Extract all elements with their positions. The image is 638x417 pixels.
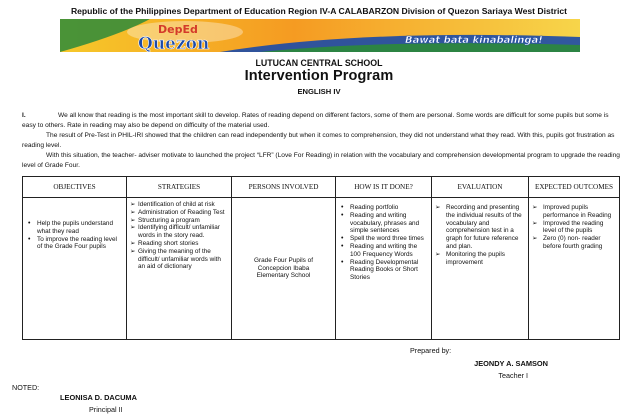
- paragraph-3: [22, 151, 620, 171]
- list-item: • Reading portfolio: [339, 204, 428, 212]
- how-is-it-done-cell: [336, 198, 432, 340]
- list-item: ➢ Identifying difficult/ unfamiliar words in the story read.: [130, 224, 228, 240]
- list-item: ➢ Administration of Reading Test: [130, 209, 228, 217]
- strategies-cell: [127, 198, 232, 340]
- paragraph-1: [22, 111, 620, 131]
- list-item: ➢ Zero (0) non- reader before fourth grading: [532, 235, 616, 251]
- banner-slogan: Bawat bata kinabalinga!: [405, 35, 543, 46]
- list-item: ➢ Recording and presenting the individual results of the vocabulary and comprehension test in a graph for future reference and plan.: [435, 204, 525, 251]
- section-number: I.: [22, 112, 26, 119]
- list-item: • Reading and writing vocabulary, phrases and simple sentences: [339, 212, 428, 235]
- principal-position: Principal II: [89, 405, 123, 414]
- header-persons-involved: PERSONS INVOLVED: [232, 177, 336, 198]
- list-item: ➢ Structuring a program: [130, 217, 228, 225]
- paragraph-1-text: We all know that reading is the most important skill to develop. Rates of reading depend on different factors, some of them are personal. Some words are difficult for some pupils but some is easy to others. Rate in reading may also be depend on difficulty of the material used.: [22, 112, 609, 129]
- header-how-is-it-done: HOW IS IT DONE?: [336, 177, 432, 198]
- header-strategies: STRATEGIES: [127, 177, 232, 198]
- expected-outcomes-cell: [529, 198, 620, 340]
- logo-top-text: DepEd: [158, 23, 198, 36]
- noted-label: NOTED:: [12, 383, 40, 392]
- document-title: Intervention Program: [244, 68, 394, 84]
- list-item: ➢ Identification of child at risk: [130, 201, 228, 209]
- objectives-cell: [23, 198, 127, 340]
- list-item: ➢ Reading short stories: [130, 240, 228, 248]
- principal-name: LEONISA D. DACUMA: [60, 393, 137, 402]
- prepared-by-label: Prepared by:: [410, 346, 452, 355]
- deped-quezon-banner: [60, 19, 580, 52]
- list-item: ➢ Giving the meaning of the difficult/ unfamiliar words with an aid of dictionary: [130, 248, 228, 271]
- paragraph-2-text: The result of Pre-Test in PHIL-IRI showed that the children can read independently but when it comes to comprehension, they did not understand what they read. With this, pupils got frustration as reading level.: [22, 132, 615, 149]
- preparer-name: JEONDY A. SAMSON: [474, 359, 548, 368]
- subject-label: ENGLISH IV: [297, 87, 341, 96]
- paragraph-2: [22, 131, 620, 151]
- list-item: • Help the pupils understand what they read: [26, 220, 123, 236]
- header-objectives: OBJECTIVES: [23, 177, 127, 198]
- paragraph-3-text: With this situation, the teacher- adviser motivate to launched the project “LFR” (Love For Reading) in relation with the vocabulary and comprehension developmental program to upgrade the reading level of Grade Four.: [22, 152, 620, 169]
- list-item: ➢ Improved pupils performance in Reading: [532, 204, 616, 220]
- evaluation-cell: [432, 198, 529, 340]
- list-item: ➢ Monitoring the pupils improvement: [435, 251, 525, 267]
- school-name: LUTUCAN CENTRAL SCHOOL: [255, 58, 383, 68]
- persons-involved-cell: Grade Four Pupils of Concepcion Ibaba Elementary School: [232, 198, 336, 340]
- header-evaluation: EVALUATION: [432, 177, 529, 198]
- intervention-plan-table: [22, 176, 620, 340]
- table-row: [23, 198, 620, 340]
- list-item: • To improve the reading level of the Grade Four pupils: [26, 236, 123, 252]
- table-header-row: [23, 177, 620, 198]
- list-item: ➢ Improved the reading level of the pupils: [532, 220, 616, 236]
- list-item: • Reading Developmental Reading Books or Short Stories: [339, 259, 428, 282]
- list-item: • Reading and writing the 100 Frequency Words: [339, 243, 428, 259]
- list-item: • Spell the word three times: [339, 235, 428, 243]
- header-line: Republic of the Philippines Department of Education Region IV-A CALABARZON Division of Quezon Sariaya West District: [70, 6, 568, 16]
- preparer-position: Teacher I: [498, 371, 528, 380]
- header-expected-outcomes: EXPECTED OUTCOMES: [529, 177, 620, 198]
- logo-bottom-text: Quezon: [138, 34, 210, 52]
- banner-graphic: [60, 19, 580, 52]
